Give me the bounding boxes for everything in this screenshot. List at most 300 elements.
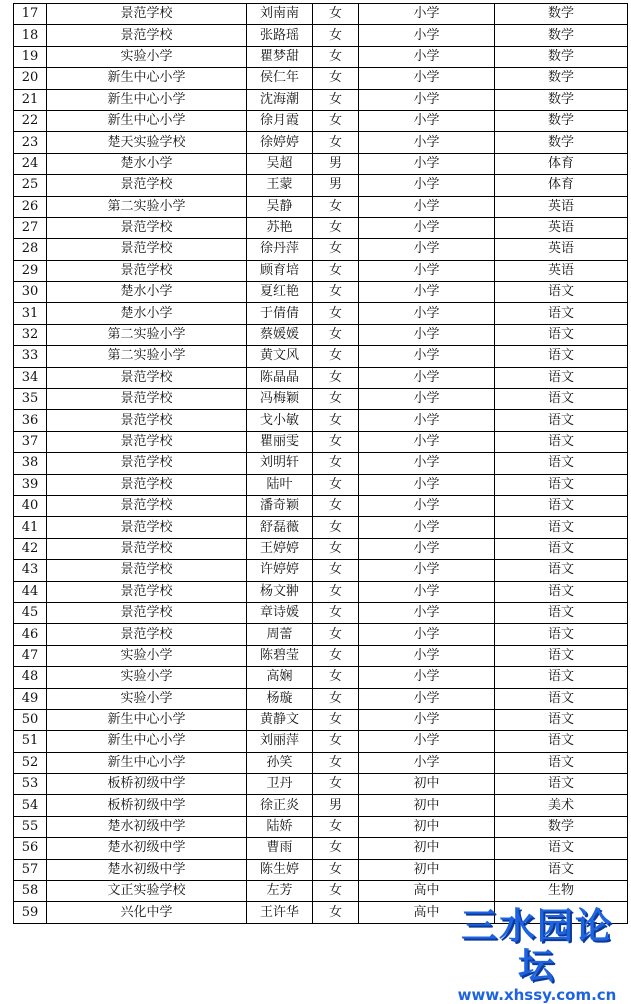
subject-cell: 语文 — [495, 560, 628, 581]
table-row — [14, 303, 628, 324]
table-row — [14, 132, 628, 153]
subject-cell: 英语 — [495, 217, 628, 238]
school-level-cell: 初中 — [359, 774, 495, 795]
gender-cell: 女 — [313, 902, 359, 923]
gender-cell: 女 — [313, 538, 359, 559]
table-row — [14, 239, 628, 260]
gender-cell: 女 — [313, 774, 359, 795]
school-name-cell: 第二实验小学 — [47, 324, 247, 345]
school-name-cell: 新生中心小学 — [47, 752, 247, 773]
subject-cell: 语文 — [495, 453, 628, 474]
school-level-cell: 初中 — [359, 816, 495, 837]
school-name-cell: 楚水初级中学 — [47, 859, 247, 880]
teacher-name-cell: 张路瑶 — [247, 25, 313, 46]
teacher-name-cell: 吴静 — [247, 196, 313, 217]
table-row — [14, 816, 628, 837]
school-name-cell: 实验小学 — [47, 688, 247, 709]
teacher-name-cell: 孙笑 — [247, 752, 313, 773]
gender-cell: 女 — [313, 68, 359, 89]
gender-cell: 女 — [313, 132, 359, 153]
gender-cell: 女 — [313, 346, 359, 367]
table-row — [14, 196, 628, 217]
teacher-name-cell: 陆娇 — [247, 816, 313, 837]
row-number-cell: 21 — [14, 89, 47, 110]
table-row — [14, 389, 628, 410]
table-row — [14, 645, 628, 666]
table-row — [14, 453, 628, 474]
table-row — [14, 752, 628, 773]
school-level-cell: 初中 — [359, 838, 495, 859]
subject-cell: 语文 — [495, 495, 628, 516]
school-name-cell: 板桥初级中学 — [47, 795, 247, 816]
gender-cell: 女 — [313, 389, 359, 410]
school-level-cell: 小学 — [359, 709, 495, 730]
school-level-cell: 高中 — [359, 902, 495, 923]
school-level-cell: 小学 — [359, 602, 495, 623]
row-number-cell: 19 — [14, 46, 47, 67]
watermark-logo: 三水园论坛 — [460, 906, 613, 987]
gender-cell: 女 — [313, 581, 359, 602]
gender-cell: 男 — [313, 175, 359, 196]
teacher-name-cell: 吴超 — [247, 153, 313, 174]
subject-cell: 语文 — [495, 431, 628, 452]
table-row — [14, 688, 628, 709]
table-row — [14, 68, 628, 89]
row-number-cell: 22 — [14, 110, 47, 131]
table-row — [14, 859, 628, 880]
row-number-cell: 32 — [14, 324, 47, 345]
row-number-cell: 40 — [14, 495, 47, 516]
school-level-cell: 小学 — [359, 25, 495, 46]
teacher-name-cell: 王许华 — [247, 902, 313, 923]
subject-cell: 数学 — [495, 25, 628, 46]
subject-cell: 英语 — [495, 196, 628, 217]
table-row — [14, 774, 628, 795]
teacher-name-cell: 徐月霞 — [247, 110, 313, 131]
gender-cell: 女 — [313, 282, 359, 303]
school-name-cell: 景范学校 — [47, 217, 247, 238]
table-row — [14, 560, 628, 581]
subject-cell: 语文 — [495, 346, 628, 367]
school-name-cell: 景范学校 — [47, 239, 247, 260]
row-number-cell: 29 — [14, 260, 47, 281]
teacher-name-cell: 许婷婷 — [247, 560, 313, 581]
gender-cell: 女 — [313, 495, 359, 516]
teacher-name-cell: 瞿丽雯 — [247, 431, 313, 452]
school-name-cell: 实验小学 — [47, 645, 247, 666]
subject-cell: 语文 — [495, 645, 628, 666]
row-number-cell: 49 — [14, 688, 47, 709]
school-level-cell: 高中 — [359, 881, 495, 902]
row-number-cell: 23 — [14, 132, 47, 153]
teacher-name-cell: 于倩倩 — [247, 303, 313, 324]
school-level-cell: 小学 — [359, 560, 495, 581]
subject-cell: 语文 — [495, 517, 628, 538]
table-row — [14, 367, 628, 388]
school-level-cell: 初中 — [359, 795, 495, 816]
gender-cell: 女 — [313, 239, 359, 260]
gender-cell: 女 — [313, 602, 359, 623]
teacher-name-cell: 杨璇 — [247, 688, 313, 709]
gender-cell: 女 — [313, 25, 359, 46]
school-level-cell: 小学 — [359, 474, 495, 495]
row-number-cell: 24 — [14, 153, 47, 174]
school-level-cell: 小学 — [359, 282, 495, 303]
school-level-cell: 小学 — [359, 453, 495, 474]
school-level-cell: 小学 — [359, 495, 495, 516]
teacher-name-cell: 杨文翀 — [247, 581, 313, 602]
school-level-cell: 小学 — [359, 110, 495, 131]
school-name-cell: 楚天实验学校 — [47, 132, 247, 153]
school-name-cell: 景范学校 — [47, 175, 247, 196]
row-number-cell: 43 — [14, 560, 47, 581]
table-row — [14, 153, 628, 174]
teacher-name-cell: 瞿梦甜 — [247, 46, 313, 67]
watermark-url: www.xhssy.com.cn — [457, 986, 617, 1004]
gender-cell: 男 — [313, 795, 359, 816]
row-number-cell: 42 — [14, 538, 47, 559]
gender-cell: 女 — [313, 731, 359, 752]
subject-cell: 语文 — [495, 774, 628, 795]
school-name-cell: 实验小学 — [47, 46, 247, 67]
subject-cell: 语文 — [495, 282, 628, 303]
school-level-cell: 小学 — [359, 624, 495, 645]
teacher-name-cell: 高娴 — [247, 667, 313, 688]
subject-cell: 数学 — [495, 4, 628, 25]
teacher-name-cell: 黄文风 — [247, 346, 313, 367]
school-level-cell: 小学 — [359, 538, 495, 559]
table-row — [14, 602, 628, 623]
gender-cell: 女 — [313, 4, 359, 25]
table-row — [14, 410, 628, 431]
school-name-cell: 景范学校 — [47, 495, 247, 516]
school-name-cell: 新生中心小学 — [47, 110, 247, 131]
subject-cell: 语文 — [495, 367, 628, 388]
teacher-name-cell: 蔡媛媛 — [247, 324, 313, 345]
subject-cell: 数学 — [495, 46, 628, 67]
row-number-cell: 38 — [14, 453, 47, 474]
row-number-cell: 48 — [14, 667, 47, 688]
school-name-cell: 板桥初级中学 — [47, 774, 247, 795]
table-row — [14, 260, 628, 281]
school-level-cell: 小学 — [359, 89, 495, 110]
teacher-name-cell: 卫丹 — [247, 774, 313, 795]
gender-cell: 女 — [313, 431, 359, 452]
school-name-cell: 楚水初级中学 — [47, 816, 247, 837]
school-level-cell: 小学 — [359, 175, 495, 196]
subject-cell: 生物 — [495, 881, 628, 902]
row-number-cell: 54 — [14, 795, 47, 816]
table-row — [14, 667, 628, 688]
table-body — [14, 4, 628, 924]
table-row — [14, 46, 628, 67]
school-name-cell: 楚水小学 — [47, 303, 247, 324]
school-name-cell: 景范学校 — [47, 474, 247, 495]
table-row — [14, 517, 628, 538]
table-row — [14, 431, 628, 452]
row-number-cell: 17 — [14, 4, 47, 25]
teacher-name-cell: 陆叶 — [247, 474, 313, 495]
row-number-cell: 46 — [14, 624, 47, 645]
teacher-name-cell: 陈晶晶 — [247, 367, 313, 388]
subject-cell: 数学 — [495, 110, 628, 131]
school-name-cell: 景范学校 — [47, 25, 247, 46]
school-level-cell: 小学 — [359, 4, 495, 25]
school-name-cell: 景范学校 — [47, 260, 247, 281]
gender-cell: 女 — [313, 303, 359, 324]
school-level-cell: 小学 — [359, 239, 495, 260]
school-name-cell: 文正实验学校 — [47, 881, 247, 902]
row-number-cell: 51 — [14, 731, 47, 752]
subject-cell: 体育 — [495, 153, 628, 174]
table-row — [14, 175, 628, 196]
teacher-name-cell: 徐正炎 — [247, 795, 313, 816]
school-name-cell: 新生中心小学 — [47, 731, 247, 752]
gender-cell: 女 — [313, 46, 359, 67]
subject-cell: 体育 — [495, 175, 628, 196]
table-row — [14, 881, 628, 902]
table-row — [14, 25, 628, 46]
subject-cell: 语文 — [495, 838, 628, 859]
teacher-name-cell: 刘丽萍 — [247, 731, 313, 752]
school-name-cell: 景范学校 — [47, 581, 247, 602]
school-name-cell: 第二实验小学 — [47, 346, 247, 367]
row-number-cell: 47 — [14, 645, 47, 666]
teacher-name-cell: 冯梅颖 — [247, 389, 313, 410]
school-level-cell: 小学 — [359, 367, 495, 388]
subject-cell: 数学 — [495, 89, 628, 110]
row-number-cell: 56 — [14, 838, 47, 859]
school-level-cell: 小学 — [359, 132, 495, 153]
teacher-name-cell: 顾育培 — [247, 260, 313, 281]
row-number-cell: 34 — [14, 367, 47, 388]
gender-cell: 女 — [313, 667, 359, 688]
gender-cell: 女 — [313, 838, 359, 859]
teacher-name-cell: 戈小敏 — [247, 410, 313, 431]
table-row — [14, 110, 628, 131]
row-number-cell: 26 — [14, 196, 47, 217]
teacher-name-cell: 舒磊薇 — [247, 517, 313, 538]
subject-cell: 语文 — [495, 859, 628, 880]
row-number-cell: 25 — [14, 175, 47, 196]
school-level-cell: 小学 — [359, 153, 495, 174]
school-name-cell: 第二实验小学 — [47, 196, 247, 217]
row-number-cell: 59 — [14, 902, 47, 923]
table-row — [14, 217, 628, 238]
teacher-name-cell: 王婷婷 — [247, 538, 313, 559]
subject-cell: 数学 — [495, 68, 628, 89]
school-name-cell: 景范学校 — [47, 560, 247, 581]
table-row — [14, 581, 628, 602]
subject-cell: 语文 — [495, 303, 628, 324]
school-name-cell: 楚水小学 — [47, 282, 247, 303]
school-name-cell: 景范学校 — [47, 624, 247, 645]
subject-cell: 语文 — [495, 324, 628, 345]
school-level-cell: 小学 — [359, 410, 495, 431]
row-number-cell: 52 — [14, 752, 47, 773]
school-name-cell: 实验小学 — [47, 667, 247, 688]
school-level-cell: 小学 — [359, 389, 495, 410]
subject-cell: 语文 — [495, 667, 628, 688]
gender-cell: 女 — [313, 324, 359, 345]
school-name-cell: 景范学校 — [47, 4, 247, 25]
teacher-name-cell: 陈碧莹 — [247, 645, 313, 666]
school-name-cell: 景范学校 — [47, 410, 247, 431]
subject-cell: 数学 — [495, 132, 628, 153]
school-name-cell: 兴化中学 — [47, 902, 247, 923]
teacher-name-cell: 侯仁年 — [247, 68, 313, 89]
school-name-cell: 新生中心小学 — [47, 89, 247, 110]
teacher-name-cell: 周蕾 — [247, 624, 313, 645]
row-number-cell: 58 — [14, 881, 47, 902]
teacher-name-cell: 陈生婷 — [247, 859, 313, 880]
table-row — [14, 731, 628, 752]
teacher-name-cell: 王蒙 — [247, 175, 313, 196]
subject-cell: 语文 — [495, 474, 628, 495]
school-level-cell: 小学 — [359, 46, 495, 67]
school-level-cell: 小学 — [359, 68, 495, 89]
school-name-cell: 新生中心小学 — [47, 709, 247, 730]
teacher-table — [13, 3, 628, 924]
gender-cell: 女 — [313, 688, 359, 709]
row-number-cell: 27 — [14, 217, 47, 238]
subject-cell: 英语 — [495, 260, 628, 281]
table-row — [14, 89, 628, 110]
gender-cell: 男 — [313, 153, 359, 174]
school-name-cell: 景范学校 — [47, 538, 247, 559]
row-number-cell: 36 — [14, 410, 47, 431]
school-name-cell: 楚水小学 — [47, 153, 247, 174]
gender-cell: 女 — [313, 709, 359, 730]
row-number-cell: 31 — [14, 303, 47, 324]
school-level-cell: 小学 — [359, 688, 495, 709]
gender-cell: 女 — [313, 217, 359, 238]
teacher-name-cell: 夏红艳 — [247, 282, 313, 303]
table-row — [14, 538, 628, 559]
school-level-cell: 小学 — [359, 517, 495, 538]
gender-cell: 女 — [313, 624, 359, 645]
subject-cell: 语文 — [495, 731, 628, 752]
subject-cell: 语文 — [495, 688, 628, 709]
teacher-name-cell: 章诗媛 — [247, 602, 313, 623]
school-name-cell: 新生中心小学 — [47, 68, 247, 89]
row-number-cell: 50 — [14, 709, 47, 730]
gender-cell: 女 — [313, 816, 359, 837]
teacher-name-cell: 左芳 — [247, 881, 313, 902]
gender-cell: 女 — [313, 881, 359, 902]
school-level-cell: 初中 — [359, 859, 495, 880]
subject-cell: 语文 — [495, 709, 628, 730]
gender-cell: 女 — [313, 474, 359, 495]
teacher-name-cell: 黄静文 — [247, 709, 313, 730]
row-number-cell: 45 — [14, 602, 47, 623]
table-row — [14, 4, 628, 25]
row-number-cell: 39 — [14, 474, 47, 495]
row-number-cell: 41 — [14, 517, 47, 538]
row-number-cell: 20 — [14, 68, 47, 89]
subject-cell: 语文 — [495, 602, 628, 623]
teacher-name-cell: 徐丹萍 — [247, 239, 313, 260]
school-level-cell: 小学 — [359, 752, 495, 773]
subject-cell: 语文 — [495, 410, 628, 431]
subject-cell: 语文 — [495, 538, 628, 559]
school-name-cell: 景范学校 — [47, 389, 247, 410]
table-row — [14, 709, 628, 730]
forum-watermark — [447, 907, 627, 1003]
teacher-name-cell: 沈海潮 — [247, 89, 313, 110]
school-name-cell: 景范学校 — [47, 431, 247, 452]
school-level-cell: 小学 — [359, 303, 495, 324]
row-number-cell: 55 — [14, 816, 47, 837]
teacher-name-cell: 刘明轩 — [247, 453, 313, 474]
subject-cell: 美术 — [495, 795, 628, 816]
gender-cell: 女 — [313, 110, 359, 131]
school-level-cell: 小学 — [359, 260, 495, 281]
table-row — [14, 495, 628, 516]
subject-cell: 语文 — [495, 752, 628, 773]
table-row — [14, 474, 628, 495]
gender-cell: 女 — [313, 89, 359, 110]
gender-cell: 女 — [313, 517, 359, 538]
subject-cell: 语文 — [495, 624, 628, 645]
subject-cell: 语文 — [495, 389, 628, 410]
school-level-cell: 小学 — [359, 667, 495, 688]
gender-cell: 女 — [313, 752, 359, 773]
teacher-name-cell: 苏艳 — [247, 217, 313, 238]
table-row — [14, 838, 628, 859]
table-row — [14, 282, 628, 303]
school-name-cell: 景范学校 — [47, 517, 247, 538]
row-number-cell: 18 — [14, 25, 47, 46]
subject-cell: 语文 — [495, 581, 628, 602]
subject-cell: 英语 — [495, 239, 628, 260]
school-level-cell: 小学 — [359, 196, 495, 217]
school-level-cell: 小学 — [359, 217, 495, 238]
school-level-cell: 小学 — [359, 324, 495, 345]
school-level-cell: 小学 — [359, 431, 495, 452]
gender-cell: 女 — [313, 260, 359, 281]
school-name-cell: 景范学校 — [47, 453, 247, 474]
gender-cell: 女 — [313, 560, 359, 581]
school-name-cell: 景范学校 — [47, 367, 247, 388]
teacher-name-cell: 潘奇颖 — [247, 495, 313, 516]
school-name-cell: 楚水初级中学 — [47, 838, 247, 859]
table-row — [14, 324, 628, 345]
row-number-cell: 30 — [14, 282, 47, 303]
row-number-cell: 35 — [14, 389, 47, 410]
row-number-cell: 37 — [14, 431, 47, 452]
table-row — [14, 795, 628, 816]
gender-cell: 女 — [313, 196, 359, 217]
subject-cell: 数学 — [495, 816, 628, 837]
gender-cell: 女 — [313, 410, 359, 431]
teacher-name-cell: 徐婷婷 — [247, 132, 313, 153]
school-level-cell: 小学 — [359, 731, 495, 752]
school-name-cell: 景范学校 — [47, 602, 247, 623]
table-row — [14, 624, 628, 645]
row-number-cell: 44 — [14, 581, 47, 602]
school-level-cell: 小学 — [359, 645, 495, 666]
teacher-name-cell: 曹雨 — [247, 838, 313, 859]
gender-cell: 女 — [313, 453, 359, 474]
row-number-cell: 53 — [14, 774, 47, 795]
row-number-cell: 33 — [14, 346, 47, 367]
row-number-cell: 57 — [14, 859, 47, 880]
gender-cell: 女 — [313, 859, 359, 880]
school-level-cell: 小学 — [359, 346, 495, 367]
gender-cell: 女 — [313, 367, 359, 388]
table-row — [14, 346, 628, 367]
